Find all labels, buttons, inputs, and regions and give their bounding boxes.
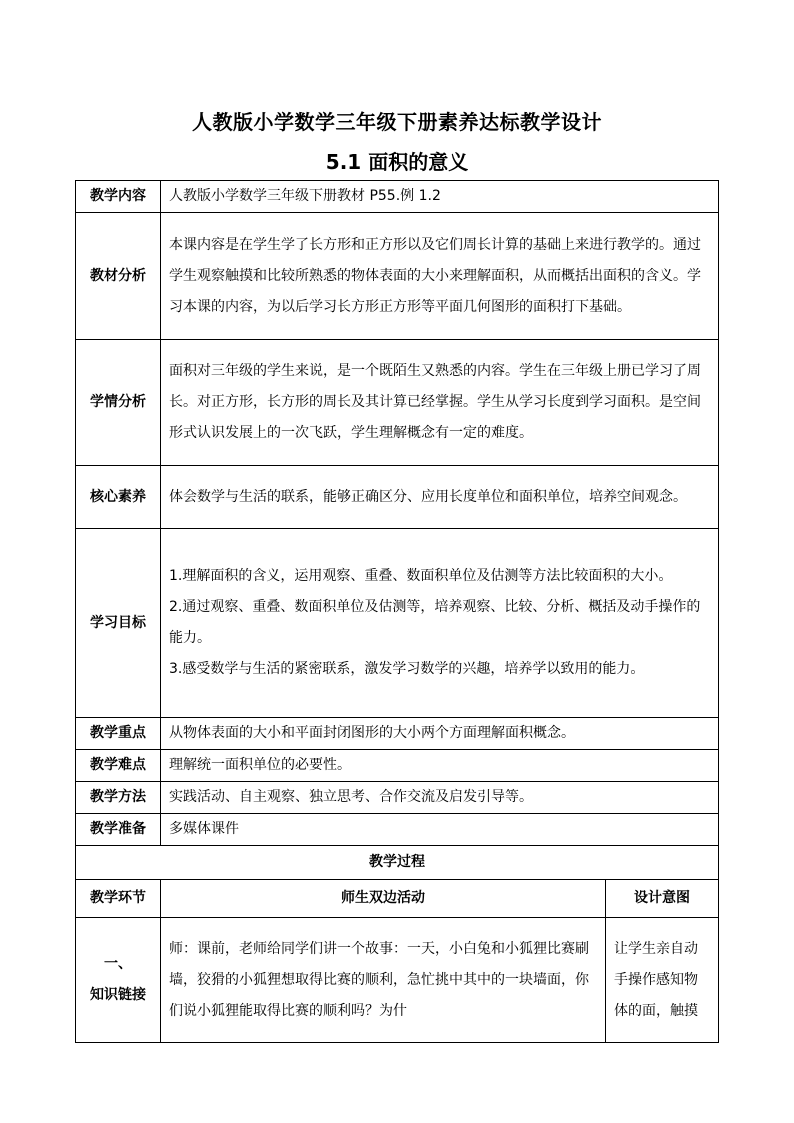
- row-textbook-analysis: [76, 213, 719, 340]
- value-teaching-content: 人教版小学数学三年级下册教材 P55.例 1.2: [161, 181, 719, 213]
- label-core-literacy: 核心素养: [76, 466, 161, 529]
- label-textbook-analysis: 教材分析: [76, 213, 161, 340]
- value-methods: 实践活动、自主观察、独立思考、合作交流及启发引导等。: [161, 782, 719, 814]
- label-preparation: 教学准备: [76, 814, 161, 846]
- objective-item: 3.感受数学与生活的紧密联系，激发学习数学的兴趣，培养学以致用的能力。: [169, 661, 645, 677]
- value-key-points: 从物体表面的大小和平面封闭图形的大小两个方面理解面积概念。: [161, 718, 719, 750]
- value-textbook-analysis: 本课内容是在学生学了长方形和正方形以及它们周长计算的基础上来进行教学的。通过学生观察触摸和比较所熟悉的物体表面的大小来理解面积，从而概括出面积的含义。学习本课的内容，为以后学习长方形正方形等平面几何图形的面积打下基础。: [161, 213, 719, 340]
- row-stage-knowledge-link: [76, 918, 719, 1043]
- row-student-analysis: [76, 340, 719, 466]
- stage-label: [76, 918, 161, 1043]
- column-header-activity: 师生双边活动: [161, 880, 606, 918]
- value-student-analysis: 面积对三年级的学生来说，是一个既陌生又熟悉的内容。学生在三年级上册已学习了周长。对正方形，长方形的周长及其计算已经掌握。学生从学习长度到学习面积。是空间形式认识发展上的一次飞跃，学生理解概念有一定的难度。: [161, 340, 719, 466]
- row-teaching-content: [76, 181, 719, 213]
- value-core-literacy: 体会数学与生活的联系，能够正确区分、应用长度单位和面积单位，培养空间观念。: [161, 466, 719, 529]
- row-core-literacy: [76, 466, 719, 529]
- label-difficulties: 教学难点: [76, 750, 161, 782]
- lesson-plan-table: [75, 180, 719, 1043]
- stage-intent: 让学生亲自动手操作感知物体的面，触摸: [606, 918, 719, 1043]
- value-learning-objectives: [161, 529, 719, 718]
- document-title: 人教版小学数学三年级下册素养达标教学设计: [192, 110, 602, 134]
- value-preparation: 多媒体课件: [161, 814, 719, 846]
- label-learning-objectives: 学习目标: [76, 529, 161, 718]
- label-key-points: 教学重点: [76, 718, 161, 750]
- row-preparation: [76, 814, 719, 846]
- row-process-header: [76, 846, 719, 880]
- column-header-stage: 教学环节: [76, 880, 161, 918]
- row-difficulties: [76, 750, 719, 782]
- label-student-analysis: 学情分析: [76, 340, 161, 466]
- objective-item: 2.通过观察、重叠、数面积单位及估测等，培养观察、比较、分析、概括及动手操作的能力。: [169, 599, 701, 646]
- document-subtitle: 5.1 面积的意义: [325, 150, 469, 174]
- objective-item: 1.理解面积的含义，运用观察、重叠、数面积单位及估测等方法比较面积的大小。: [169, 568, 673, 584]
- row-process-columns: [76, 880, 719, 918]
- label-teaching-content: 教学内容: [76, 181, 161, 213]
- value-difficulties: 理解统一面积单位的必要性。: [161, 750, 719, 782]
- stage-activity: 师：课前，老师给同学们讲一个故事：一天，小白兔和小狐狸比赛刷墙，狡猾的小狐狸想取得比赛的顺利，急忙挑中其中的一块墙面，你们说小狐狸能取得比赛的顺利吗？为什: [161, 918, 606, 1043]
- row-learning-objectives: [76, 529, 719, 718]
- row-key-points: [76, 718, 719, 750]
- process-header: 教学过程: [76, 846, 719, 880]
- column-header-intent: 设计意图: [606, 880, 719, 918]
- stage-number: 一、: [104, 956, 132, 972]
- row-methods: [76, 782, 719, 814]
- label-methods: 教学方法: [76, 782, 161, 814]
- stage-name: 知识链接: [90, 987, 146, 1003]
